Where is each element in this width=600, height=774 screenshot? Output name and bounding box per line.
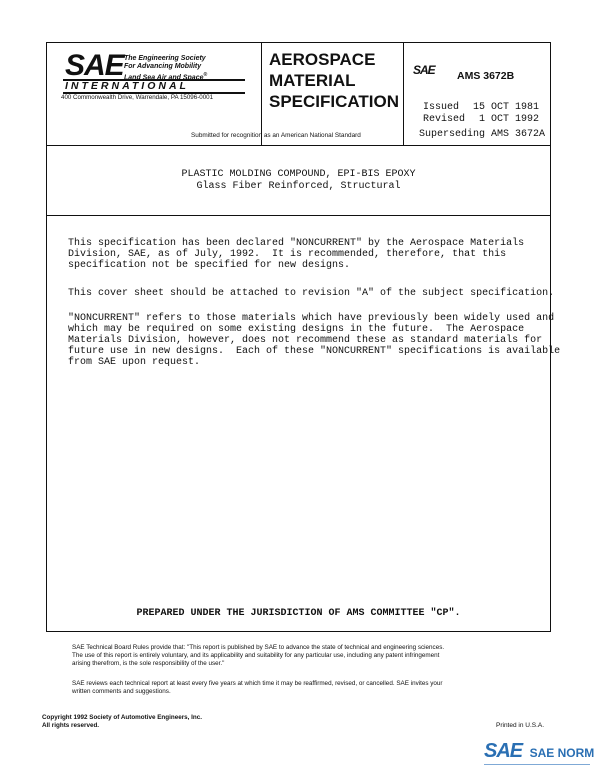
paragraph-noncurrent-definition: "NONCURRENT" refers to those materials which have previously been widely used and which may be required on some existing designs in the future. The Aerospace Materials Division, however, does not recommend these as standard materials for future use in new designs. Each of these "NONCURRENT" specifications is available from SAE upon request.: [68, 313, 561, 368]
review-statement: SAE reviews each technical report at least every five years at which time it may be reaffirmed, revised, or cancelled. SAE invites your written comments and suggestions.: [72, 680, 443, 695]
submitted-note: Submitted for recognition as an American National Standard: [191, 132, 361, 139]
prepared-statement: PREPARED UNDER THE JURISDICTION OF AMS COMMITTEE "CP".: [136, 608, 461, 619]
subject-line-2: Glass Fiber Reinforced, Structural: [196, 181, 401, 192]
paragraph-cover-sheet: This cover sheet should be attached to revision "A" of the subject specification.: [68, 288, 555, 299]
superseding: Superseding AMS 3672A: [419, 129, 546, 140]
revised-row: Revised 1 OCT 1992: [423, 114, 540, 125]
issue-dates: [423, 102, 539, 126]
watermark-rule: [484, 764, 590, 765]
document-number: AMS 3672B: [457, 70, 515, 82]
spec-frame: [46, 42, 561, 632]
tagline-line-1: The Engineering Society: [124, 55, 206, 62]
watermark-logo-icon: SAE: [484, 740, 523, 762]
address: 400 Commonwealth Drive, Warrendale, PA 15096-0001: [61, 94, 214, 101]
subject-title: [47, 169, 550, 193]
subject-line-1: PLASTIC MOLDING COMPOUND, EPI-BIS EPOXY: [181, 169, 416, 180]
page-title: [269, 49, 399, 112]
title-line-3: SPECIFICATION: [269, 92, 400, 111]
title-line-1: AEROSPACE: [269, 50, 376, 69]
subject-bottom-rule: [47, 215, 550, 216]
header-bottom-rule: [47, 145, 550, 146]
tagline-line-3: Land Sea Air and Space®: [124, 72, 208, 82]
sae-logo-mark: SAE: [65, 49, 124, 82]
issued-row: Issued 15 OCT 1981: [423, 102, 540, 113]
copyright: Copyright 1992 Society of Automotive Engineers, Inc. All rights reserved.: [42, 714, 203, 729]
header-divider-right: [403, 43, 404, 145]
sae-norm-watermark: [484, 740, 594, 770]
title-line-2: MATERIAL: [269, 71, 356, 90]
tagline-line-2: For Advancing Mobility: [124, 63, 202, 70]
printed-in: Printed in U.S.A.: [496, 722, 545, 729]
international-wordmark: INTERNATIONAL: [63, 79, 245, 94]
sae-small-mark: SAE: [413, 63, 435, 77]
watermark-text: SAE NORM: [529, 746, 595, 760]
header-divider-left: [261, 43, 262, 145]
technical-board-rules: SAE Technical Board Rules provide that: "This report is published by SAE to advance the state of technical and engineering sciences. The use of this report is entirely voluntary, and its applicability and suitability for any particular use, including any patent infringement arising therefrom, is the sole responsibility of the user.": [72, 644, 445, 667]
paragraph-noncurrent-declaration: This specification has been declared "NONCURRENT" by the Aerospace Materials Division, SAE, as of July, 1992. It is recommended, therefore, that this specification not be specified for new designs.: [68, 238, 525, 271]
